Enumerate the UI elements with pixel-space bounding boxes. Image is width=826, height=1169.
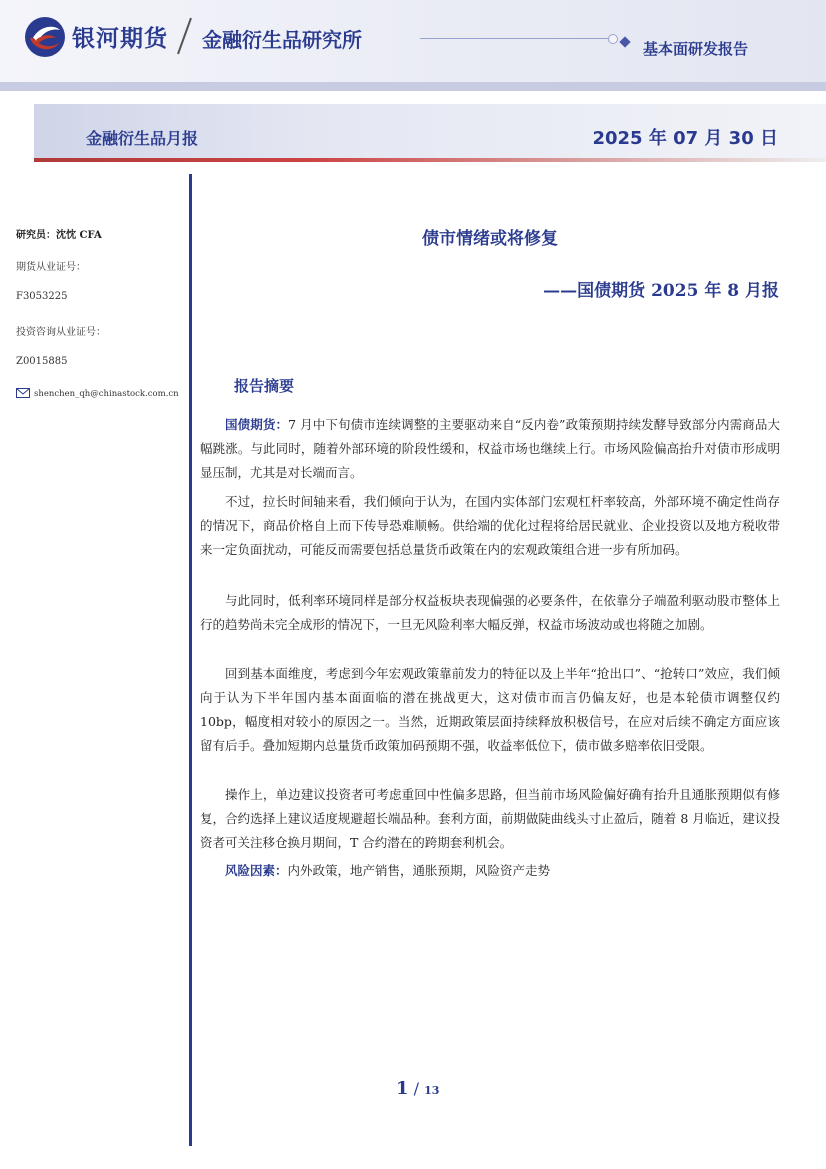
paragraph-text: 内外政策，地产销售，通胀预期，风险资产走势 (287, 863, 551, 878)
monthly-report-label: 金融衍生品月报 (86, 129, 199, 148)
futures-cert-label: 期货从业证号： (16, 262, 86, 273)
paragraph-text: 不过，拉长时间轴来看，我们倾向于认为，在国内实体部门宏观杠杆率较高，外部环境不确定性尚存的情况下，商品价格自上而下传导恐难顺畅。供给端的优化过程将给居民就业、企业投资以及地方税收带来一定负面扰动，可能反而需要包括总量货币政策在内的宏观政策组合进一步有所加码。 (200, 494, 780, 557)
document-title: 债市情绪或将修复 (422, 229, 558, 249)
researcher-email[interactable]: shenchen_qh@chinastock.com.cn (34, 389, 179, 399)
paragraph-equity (200, 589, 780, 637)
page-number (396, 1078, 439, 1099)
report-date: 2025 年 07 月 30 日 (592, 128, 778, 149)
brand-name: 银河期货 (72, 26, 168, 52)
futures-cert-number: F3053225 (16, 291, 68, 302)
paragraph-text: 与此同时，低利率环境同样是部分权益板块表现偏强的必要条件，在依靠分子端盈利驱动股市整体上行的趋势尚未完全成形的情况下，一旦无风险利率大幅反弹，权益市场波动或也将随之加剧。 (200, 593, 780, 632)
paragraph-risk-factors (200, 859, 780, 883)
envelope-icon (16, 388, 30, 398)
header-decor-dot (608, 34, 618, 44)
paragraph-bond-futures (200, 413, 780, 485)
document-subtitle: ——国债期货 2025 年 8 月报 (543, 281, 779, 301)
page-separator: / (413, 1079, 420, 1098)
galaxy-futures-logo (24, 16, 66, 58)
total-pages: 13 (424, 1084, 440, 1097)
paragraph-text: 7 月中下旬债市连续调整的主要驱动来自“反内卷”政策预期持续发酵导致部分内需商品大幅跳涨。与此同时，随着外部环境的阶段性缓和，权益市场也继续上行。市场风险偏高抬升对债市形成明显压制，尤其是对长端而言。 (200, 417, 780, 480)
paragraph-lead: 国债期货： (225, 417, 289, 432)
divider-slash (174, 14, 194, 58)
title-band-accent-line (34, 158, 826, 162)
paragraph-outlook (200, 490, 780, 562)
sidebar-divider (189, 174, 192, 1146)
current-page: 1 (396, 1078, 409, 1099)
researcher-name: 研究员：沈忱 CFA (16, 230, 102, 241)
paragraph-fundamentals (200, 662, 780, 758)
advisory-cert-label: 投资咨询从业证号： (16, 327, 106, 338)
brand-subtitle: 金融衍生品研究所 (202, 28, 362, 52)
advisory-cert-number: Z0015885 (16, 356, 68, 367)
paragraph-text: 回到基本面维度，考虑到今年宏观政策靠前发力的特征以及上半年“抢出口”、“抢转口”效应，我们倾向于认为下半年国内基本面面临的潜在挑战更大，这对债市而言仍偏友好，也是本轮债市调整仅约 10bp，幅度相对较小的原因之一。当然，近期政策层面持续释放积极信号，在应对后续不确定方面应该留有后手。叠加短期内总量货币政策加码预期不强，收益率低位下，债市做多赔率依旧受限。 (200, 666, 780, 753)
summary-heading: 报告摘要 (234, 377, 295, 395)
header-stripe (0, 82, 826, 91)
header-decor-line (420, 38, 610, 39)
report-type: 基本面研发报告 (643, 40, 749, 58)
paragraph-lead: 风险因素： (225, 863, 288, 878)
paragraph-operations (200, 783, 780, 855)
paragraph-text: 操作上，单边建议投资者可考虑重回中性偏多思路，但当前市场风险偏好确有抬升且通胀预期似有修复，合约选择上建议适度规避超长端品种。套利方面，前期做陡曲线头寸止盈后，随着 8 月临近，建议投资者可关注移仓换月期间，T 合约潜在的跨期套利机会。 (200, 787, 780, 850)
